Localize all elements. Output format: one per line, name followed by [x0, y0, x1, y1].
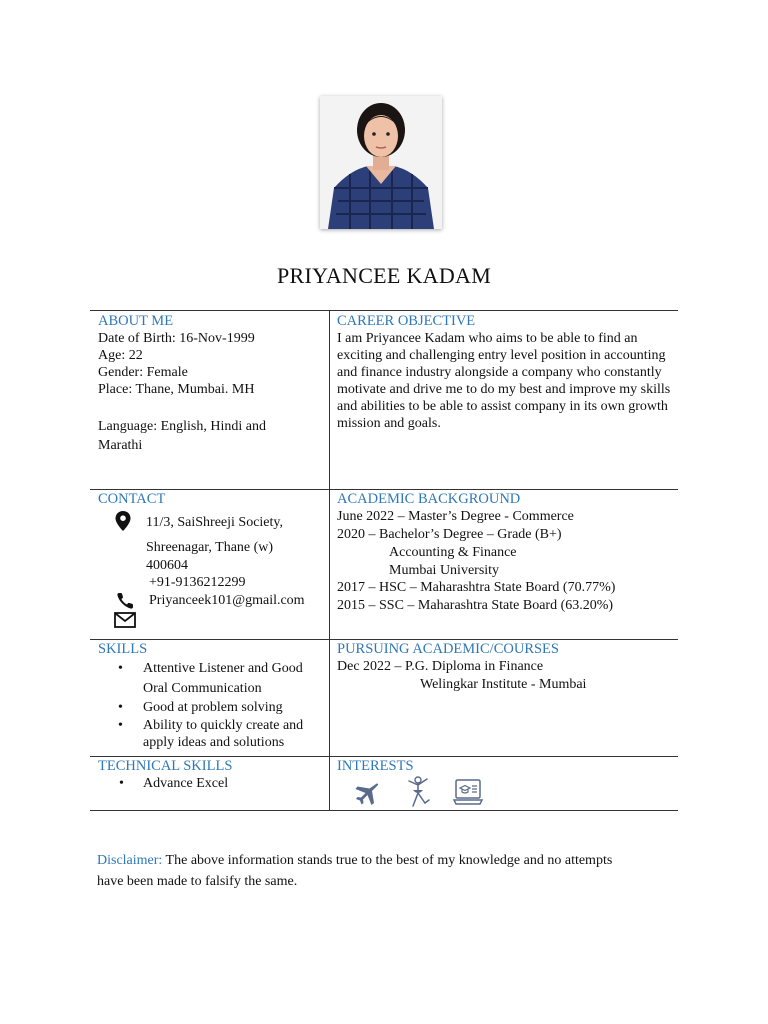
- academic-line: Accounting & Finance: [389, 545, 517, 560]
- age: Age: 22: [98, 348, 143, 363]
- pursuing-courses-section: [337, 641, 675, 694]
- profile-photo-illustration: [320, 96, 442, 229]
- address-line-3: 400604: [146, 558, 188, 573]
- table-border-top: [90, 310, 678, 311]
- pursuing-line: Dec 2022 – P.G. Diploma in Finance: [337, 659, 544, 674]
- career-objective-line: I am Priyancee Kadam who aims to be able to find an: [337, 331, 638, 346]
- interests-section: [337, 758, 675, 808]
- career-objective-line: motivate and drive me to do my best and improve my skills: [337, 382, 671, 397]
- career-objective-section: [337, 313, 675, 432]
- skills-section: [98, 641, 324, 751]
- academic-line: 2020 – Bachelor’s Degree – Grade (B+): [337, 527, 562, 542]
- bullet: •: [118, 700, 123, 715]
- about-me-heading: ABOUT ME: [98, 313, 174, 329]
- date-of-birth: Date of Birth: 16-Nov-1999: [98, 331, 255, 346]
- skill-text: Good at problem solving: [143, 700, 283, 715]
- career-objective-line: mission and goals.: [337, 416, 441, 431]
- phone-number[interactable]: +91-9136212299: [149, 575, 246, 590]
- location-pin-icon: [115, 511, 131, 531]
- disclaimer-text-1: The above information stands true to the best of my knowledge and no attempts: [162, 853, 613, 868]
- table-divider-1: [90, 489, 678, 490]
- skill-item: [98, 659, 324, 698]
- disclaimer-label: Disclaimer:: [97, 853, 163, 868]
- phone-icon: [115, 591, 135, 611]
- language-line-1: Language: English, Hindi and: [98, 419, 266, 434]
- table-column-divider: [329, 310, 330, 811]
- table-border-bottom: [90, 810, 678, 811]
- skills-heading: SKILLS: [98, 641, 148, 657]
- mail-icon: [114, 612, 136, 628]
- dancer-icon: [405, 776, 431, 808]
- disclaimer: [97, 851, 637, 892]
- academic-background-heading: ACADEMIC BACKGROUND: [337, 491, 521, 507]
- interests-heading: INTERESTS: [337, 758, 414, 774]
- address-line-2: Shreenagar, Thane (w): [146, 540, 274, 555]
- language-line-2: Marathi: [98, 438, 143, 453]
- skill-text: Oral Communication: [143, 680, 262, 696]
- about-me-section: [98, 313, 324, 455]
- bullet: •: [118, 661, 123, 676]
- skill-item: [98, 698, 324, 717]
- disclaimer-text-2: have been made to falsify the same.: [97, 873, 298, 889]
- skill-text: apply ideas and solutions: [143, 735, 285, 750]
- career-objective-line: and abilities to be able to assist company in its own growth: [337, 399, 668, 414]
- academic-line: June 2022 – Master’s Degree - Commerce: [337, 509, 574, 524]
- technical-skill-text: Advance Excel: [143, 776, 229, 791]
- career-objective-heading: CAREER OBJECTIVE: [337, 313, 476, 329]
- email-address[interactable]: Priyanceek101@gmail.com: [149, 593, 305, 608]
- technical-skills-heading: TECHNICAL SKILLS: [98, 758, 233, 774]
- online-learning-icon: [453, 778, 483, 806]
- academic-line: Mumbai University: [389, 563, 500, 578]
- gender: Gender: Female: [98, 365, 188, 380]
- candidate-name: PRIYANCEE KADAM: [276, 263, 492, 288]
- skill-text: Attentive Listener and Good: [143, 661, 303, 676]
- skill-item: [98, 717, 324, 751]
- table-divider-3: [90, 756, 678, 757]
- academic-line: 2017 – HSC – Maharashtra State Board (70.77%): [337, 580, 616, 595]
- technical-skill-item: [98, 775, 324, 792]
- pursuing-courses-heading: PURSUING ACADEMIC/COURSES: [337, 641, 559, 657]
- academic-background-section: [337, 491, 675, 615]
- place: Place: Thane, Mumbai. MH: [98, 382, 255, 397]
- bullet: •: [118, 718, 123, 733]
- bullet: •: [119, 776, 124, 791]
- academic-line: 2015 – SSC – Maharashtra State Board (63.20%): [337, 598, 614, 613]
- resume-table: [90, 310, 678, 811]
- technical-skills-section: [98, 758, 324, 792]
- contact-heading: CONTACT: [98, 491, 166, 507]
- airplane-icon: [354, 781, 380, 807]
- pursuing-line: Welingkar Institute - Mumbai: [420, 677, 587, 692]
- skill-text: Ability to quickly create and: [143, 718, 304, 733]
- career-objective-line: and finance industry alongside a company who constantly: [337, 365, 662, 380]
- address-line-1: 11/3, SaiShreeji Society,: [146, 515, 283, 530]
- career-objective-line: exciting and challenging entry level position in accounting: [337, 348, 666, 363]
- contact-section: [98, 491, 324, 637]
- profile-photo: [320, 96, 442, 229]
- table-divider-2: [90, 639, 678, 640]
